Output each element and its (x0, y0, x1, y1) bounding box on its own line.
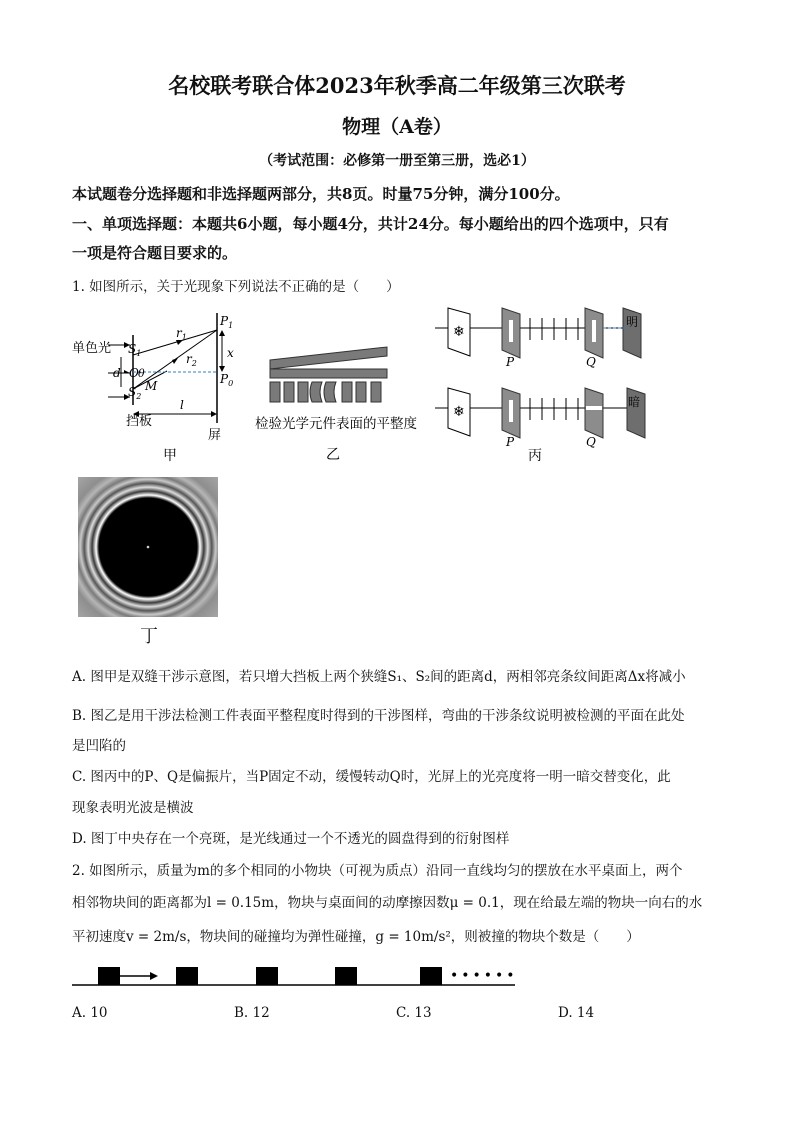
q2-stem-line1: 2. 如图所示，质量为m的多个相同的小物块（可视为质点）沿同一直线均匀的摆放在水平桌面上，两个 (72, 863, 683, 879)
q1-option-c-line1: C. 图丙中的P、Q是偏振片，当P固定不动，缓慢转动Q时，光屏上的光亮度将一明一暗交替变化，此 (72, 769, 671, 785)
ellipsis-dots: •••••• (450, 968, 518, 984)
jia-o-label: O (129, 366, 139, 380)
q1-option-c-line2: 现象表明光波是横波 (72, 800, 194, 816)
jia-p0-label: $P_0$ (220, 372, 234, 388)
arrow-right-icon (150, 972, 158, 980)
jia-theta-label: θ (138, 367, 145, 380)
exam-title: 名校联考联合体2023年秋季高二年级第三次联考 (168, 73, 626, 98)
q2-stem-line3: 平初速度v = 2m/s，物块间的碰撞均为弹性碰撞，g = 10m/s²，则被撞的物块个数是（ ） (72, 929, 640, 945)
q2-stem-line2: 相邻物块间的距离都为l = 0.15m，物块与桌面间的动摩擦因数μ = 0.1，现在给最左端的物块一向右的水 (72, 895, 703, 911)
block-4 (335, 967, 357, 985)
jia-p1-label: $P_1$ (220, 314, 234, 330)
section-heading-line1: 一、单项选择题：本题共6小题，每小题4分，共计24分。每小题给出的四个选项中，只有 (72, 215, 669, 233)
block-1 (98, 967, 120, 985)
bing-p-label-top: P (506, 355, 515, 369)
light-source-icon-bottom: ❄ (453, 404, 465, 420)
figure-ding-caption: 丁 (140, 626, 158, 647)
jia-d-label: d (113, 366, 121, 380)
jia-l-label: l (180, 398, 184, 412)
light-source-icon: ❄ (453, 324, 465, 340)
q1-option-b-line2: 是凹陷的 (72, 738, 126, 754)
q1-option-d: D. 图丁中央存在一个亮斑，是光线通过一个不透光的圆盘得到的衍射图样 (72, 831, 510, 847)
bing-q-label-top: Q (586, 355, 596, 369)
q1-option-a: A. 图甲是双缝干涉示意图，若只增大挡板上两个狭缝S₁、S₂间的距离d，两相邻亮条纹间距离Δx将减小 (72, 669, 686, 685)
block-3 (256, 967, 278, 985)
q2-option-a: A. 10 (72, 1005, 108, 1021)
q1-option-b-line1: B. 图乙是用干涉法检测工件表面平整程度时得到的干涉图样，弯曲的干涉条纹说明被检测的平面在此处 (72, 708, 685, 724)
bing-dark-label: 暗 (628, 395, 641, 409)
jia-r1-label: $r_1$ (176, 326, 187, 342)
block-5 (420, 967, 442, 985)
figure-q2-blocks (72, 962, 522, 992)
q1-stem: 1. 如图所示，关于光现象下列说法不正确的是（ ） (72, 279, 400, 295)
bing-q-label-bottom: Q (586, 435, 596, 449)
bing-p-label-bottom: P (506, 435, 515, 449)
figure-bing-caption: 丙 (528, 448, 542, 464)
jia-r2-label: $r_2$ (186, 352, 197, 368)
jia-screen-label: 屏 (208, 428, 222, 443)
figure-ding-diffraction (78, 477, 218, 617)
figure-bing-polarizers (430, 300, 660, 465)
bing-bright-label: 明 (626, 315, 639, 329)
jia-s1-label: $S_1$ (128, 342, 142, 358)
intro-text: 本试题卷分选择题和非选择题两部分，共8页。时量75分钟，满分100分。 (72, 185, 570, 203)
section-heading-line2: 一项是符合题目要求的。 (72, 244, 238, 262)
figure-jia-double-slit (70, 305, 245, 465)
block-2 (176, 967, 198, 985)
q2-option-b: B. 12 (234, 1005, 270, 1021)
figure-yi-flatness (250, 340, 430, 465)
jia-m-label: M (145, 379, 158, 393)
yi-description-label: 检验光学元件表面的平整度 (255, 416, 417, 432)
exam-subtitle: 物理（A卷） (342, 116, 452, 138)
jia-baffle-label: 挡板 (126, 414, 153, 429)
jia-mono-light-label: 单色光 (72, 341, 112, 356)
q2-option-d: D. 14 (558, 1005, 595, 1021)
figure-jia-caption: 甲 (163, 448, 177, 464)
q2-option-c: C. 13 (396, 1005, 432, 1021)
figure-yi-caption: 乙 (326, 447, 340, 463)
jia-s2-label: $S_2$ (128, 385, 142, 401)
exam-scope: （考试范围：必修第一册至第三册，选必1） (259, 153, 535, 169)
jia-x-label: x (227, 346, 234, 360)
